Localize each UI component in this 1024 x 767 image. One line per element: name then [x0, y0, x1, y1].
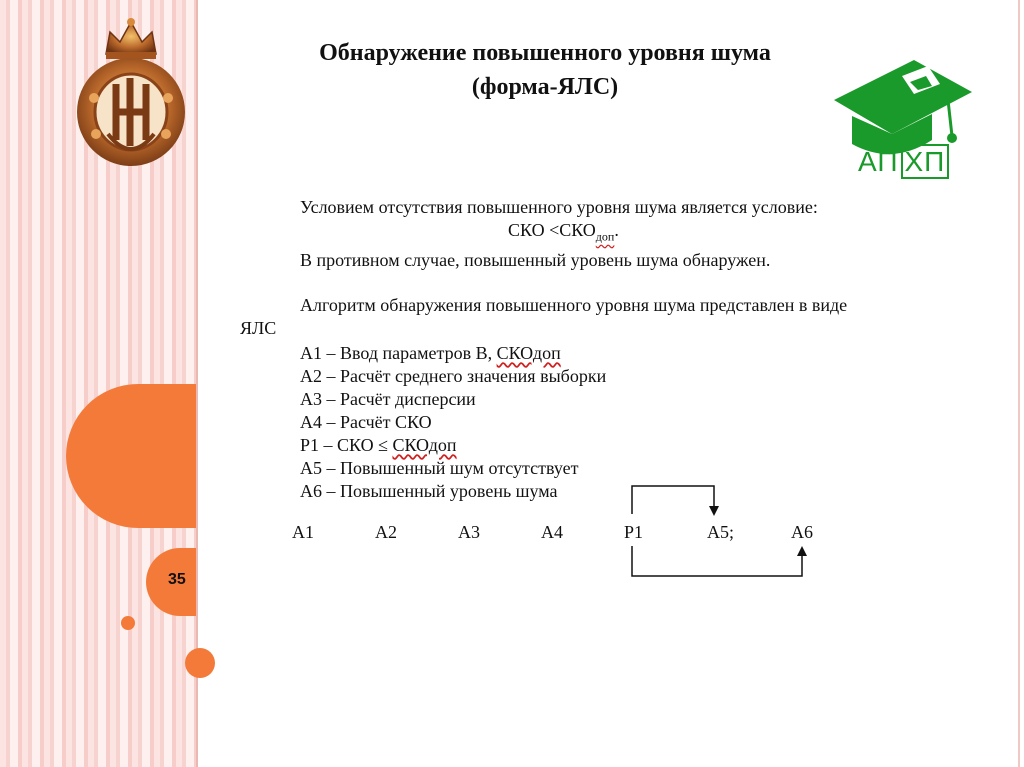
step-text: А4 – Расчёт СКО	[300, 411, 432, 432]
step-text: Р1 – СКО ≤	[300, 434, 393, 455]
jump-arrow-true	[632, 486, 714, 514]
slide-title-line1: Обнаружение повышенного уровня шума	[319, 40, 771, 66]
condition-main: СКО <СКО	[508, 220, 596, 240]
sequence-item: А5;	[707, 522, 734, 542]
arrow-head	[797, 546, 807, 556]
page-number: 35	[168, 571, 186, 588]
step-text: А6 – Повышенный уровень шума	[300, 480, 558, 501]
sequence-item: А3	[458, 522, 480, 542]
sequence-item: Р1	[624, 522, 644, 542]
sequence-item: А6	[791, 522, 813, 542]
condition-end: .	[614, 220, 619, 240]
logo-text-boxed: ХП	[901, 144, 950, 179]
step-term: СКОдоп	[392, 434, 457, 455]
step-term: СКОдоп	[496, 342, 561, 363]
step-text: А2 – Расчёт среднего значения выборки	[300, 365, 607, 386]
sequence-item: А4	[541, 522, 563, 542]
step-text: А5 – Повышенный шум отсутствует	[300, 457, 579, 478]
step-text: А3 – Расчёт дисперсии	[300, 388, 476, 409]
arrow-head	[709, 506, 719, 516]
logo-text-left: АП	[858, 146, 899, 177]
condition-paragraph: Условием отсутствия повышенного уровня шума является условие:	[300, 197, 818, 217]
jump-arrow-false	[632, 546, 802, 576]
slide-title-line2: (форма-ЯЛС)	[471, 74, 619, 100]
condition-subscript: доп	[595, 229, 615, 244]
sequence-item: А2	[375, 522, 397, 542]
algorithm-paragraph: Алгоритм обнаружения повышенного уровня шума представлен в виде	[300, 294, 848, 315]
sequence-item: А1	[292, 522, 314, 542]
step-text: А1 – Ввод параметров В,	[300, 342, 497, 363]
otherwise-paragraph: В противном случае, повышенный уровень шума обнаружен.	[300, 249, 771, 270]
algorithm-paragraph-end: ЯЛС	[240, 317, 277, 338]
